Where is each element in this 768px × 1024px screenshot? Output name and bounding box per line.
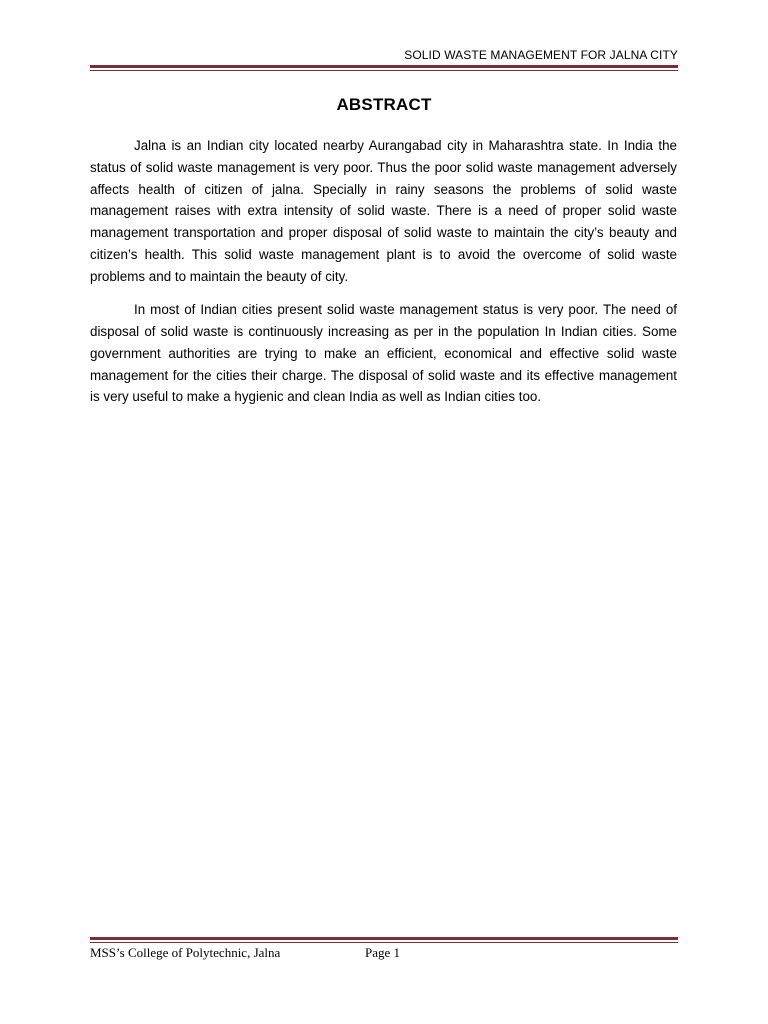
footer-institution: MSS’s College of Polytechnic, Jalna (90, 945, 281, 960)
abstract-heading: ABSTRACT (336, 95, 432, 114)
footer-rule-thin (90, 942, 678, 943)
abstract-paragraph-2: In most of Indian cities present solid waste management status is very poor. The need of disposal of solid waste is continuously increasing as per in the population In Indian cities. Some government authorities are trying to make an efficient, economical and effective solid waste management for the cities their charge. The disposal of solid waste and its effective management is very useful to make a hygienic and clean India as well as Indian cities too. (90, 302, 677, 405)
running-header-title: SOLID WASTE MANAGEMENT FOR JALNA CITY (404, 48, 678, 62)
footer-rule-thick (90, 937, 678, 940)
abstract-paragraph-1: Jalna is an Indian city located nearby Aurangabad city in Maharashtra state. In India the status of solid waste management is very poor. Thus the poor solid waste management adversely affects health of citizen of jalna. Specially in rainy seasons the problems of solid waste management raises with extra intensity of solid waste. There is a need of proper solid waste management transportation and proper disposal of solid waste to maintain the city’s beauty and citizen’s health. This solid waste management plant is to avoid the overcome of solid waste problems and to maintain the beauty of city. (90, 138, 677, 284)
footer-page-number: Page 1 (365, 945, 401, 960)
abstract-body (90, 135, 677, 420)
header-rule-thick (90, 65, 678, 68)
header-rule-thin (90, 70, 678, 71)
